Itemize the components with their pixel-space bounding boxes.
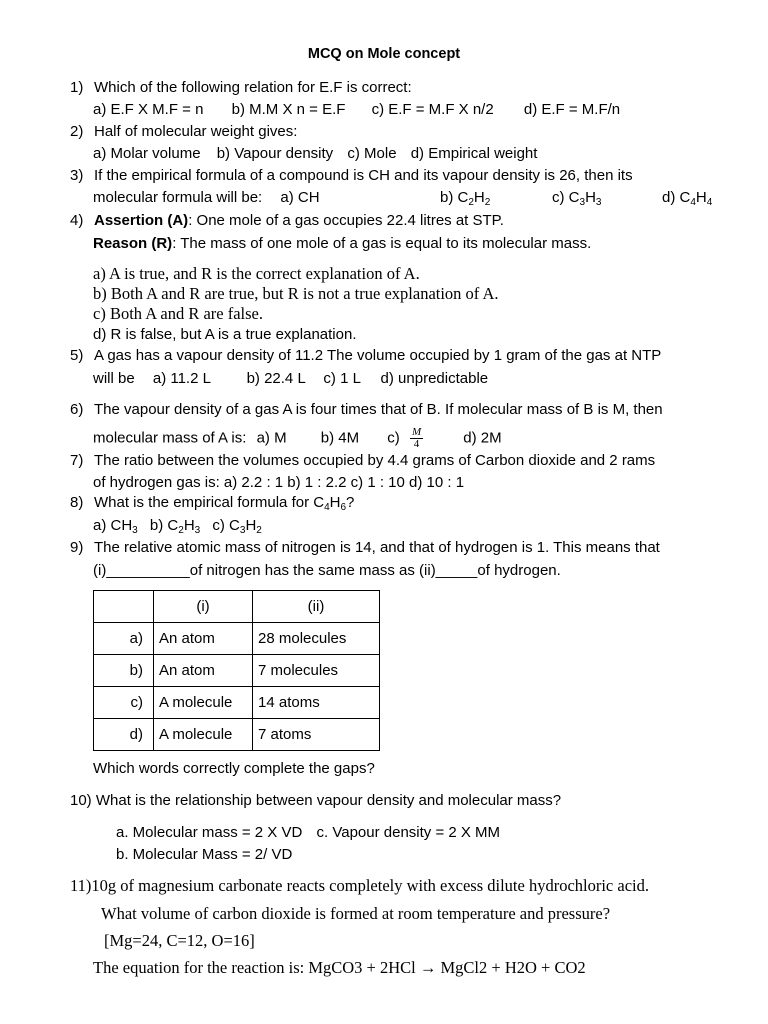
question-2 bbox=[70, 123, 297, 141]
question-2-options bbox=[93, 145, 537, 163]
question-text: The ratio between the volumes occupied by 4.4 grams of Carbon dioxide and 2 rams bbox=[94, 452, 656, 469]
question-1 bbox=[70, 79, 412, 97]
table-header-cell: (i) bbox=[154, 591, 253, 623]
option-b: b) Both A and R are true, but R is not a true explanation of A. bbox=[93, 284, 499, 303]
option-b: b) $C_2H_2$ bbox=[440, 189, 491, 208]
option-d: d) unpredictable bbox=[380, 370, 489, 387]
table-cell: c) bbox=[94, 687, 154, 719]
question-number: 9) bbox=[70, 539, 84, 556]
table-cell: An atom bbox=[154, 655, 253, 687]
question-text: A gas has a vapour density of 11.2 The volume occupied by 1 gram of the gas at NTP bbox=[94, 347, 662, 364]
question-8: 8) What is the empirical formula for $C_4H_6$? bbox=[70, 494, 355, 513]
table-cell: a) bbox=[94, 623, 154, 655]
question-number: 1) bbox=[70, 79, 84, 96]
question-7 bbox=[70, 452, 655, 470]
option-b: b) Vapour density bbox=[216, 145, 334, 162]
option-a: a) M bbox=[256, 429, 287, 447]
question-5-options bbox=[93, 370, 488, 388]
option-a: a) 11.2 L bbox=[152, 370, 211, 387]
question-number: 7) bbox=[70, 452, 84, 469]
question-number: 6) bbox=[70, 401, 84, 418]
question-text: Which of the following relation for E.F is correct: bbox=[94, 79, 412, 96]
question-number: 3) bbox=[70, 167, 84, 184]
option-d: d) R is false, but A is a true explanation. bbox=[93, 326, 357, 343]
option-d: d) $C_4H_4$ bbox=[662, 189, 713, 208]
option-d: d) 2M bbox=[463, 429, 502, 447]
question-number: 8) bbox=[70, 494, 84, 511]
option-c: c. Vapour density = 2 X MM bbox=[316, 824, 501, 841]
answer-table bbox=[93, 590, 380, 751]
table-row bbox=[94, 719, 380, 751]
table-cell: A molecule bbox=[154, 687, 253, 719]
table-cell: 28 molecules bbox=[253, 623, 380, 655]
reason-text: : The mass of one mole of a gas is equal to its molecular mass. bbox=[172, 235, 592, 252]
table-header-row bbox=[94, 591, 380, 623]
assertion-label: Assertion (A) bbox=[94, 212, 189, 229]
table-header-cell: (ii) bbox=[253, 591, 380, 623]
question-number: 2) bbox=[70, 123, 84, 140]
option-a: a) A is true, and R is the correct explanation of A. bbox=[93, 264, 420, 283]
option-d: d) Empirical weight bbox=[410, 145, 538, 162]
assertion-text: : One mole of a gas occupies 22.4 litres at STP. bbox=[188, 212, 504, 229]
question-3 bbox=[70, 167, 633, 185]
option-c: c) $C_3H_3$ bbox=[552, 189, 602, 208]
option-b: b) 4M bbox=[320, 429, 360, 447]
table-cell: b) bbox=[94, 655, 154, 687]
question-text: molecular formula will be: bbox=[93, 189, 263, 206]
question-7-options: of hydrogen gas is: a) 2.2 : 1 b) 1 : 2.2 c) 1 : 10 d) 10 : 1 bbox=[93, 474, 465, 491]
option-a: a) Molar volume bbox=[93, 145, 201, 162]
option-c: c) E.F = M.F X n/2 bbox=[371, 101, 494, 118]
question-3-line-2 bbox=[93, 189, 320, 207]
reason-label: Reason (R) bbox=[93, 235, 173, 252]
atomic-masses: [Mg=24, C=12, O=16] bbox=[104, 931, 255, 950]
table-row bbox=[94, 623, 380, 655]
question-9-prompt: Which words correctly complete the gaps? bbox=[93, 760, 375, 777]
question-number: 5) bbox=[70, 347, 84, 364]
question-6-options bbox=[93, 427, 502, 450]
option-c: c) Both A and R are false. bbox=[93, 304, 263, 323]
question-text: If the empirical formula of a compound is CH and its vapour density is 26, then its bbox=[94, 167, 633, 184]
question-9 bbox=[70, 539, 660, 557]
option-b: b. Molecular Mass = 2/ VD bbox=[116, 846, 293, 863]
question-text: Half of molecular weight gives: bbox=[94, 123, 298, 140]
question-11: 11)10g of magnesium carbonate reacts completely with excess dilute hydrochloric acid. bbox=[70, 876, 649, 895]
table-cell: A molecule bbox=[154, 719, 253, 751]
question-1-options bbox=[93, 101, 620, 119]
option-a: a. Molecular mass = 2 X VD bbox=[116, 824, 303, 841]
question-11-line-2: What volume of carbon dioxide is formed at room temperature and pressure? bbox=[101, 904, 611, 923]
question-6 bbox=[70, 401, 663, 419]
table-cell: 14 atoms bbox=[253, 687, 380, 719]
table-row bbox=[94, 655, 380, 687]
question-9-line-2: (i)__________of nitrogen has the same mass as (ii)_____of hydrogen. bbox=[93, 562, 561, 579]
question-10-options-line-1 bbox=[116, 824, 500, 842]
table-cell: 7 atoms bbox=[253, 719, 380, 751]
table-header-cell bbox=[94, 591, 154, 623]
page-title: MCQ on Mole concept bbox=[307, 46, 461, 62]
option-a: a) E.F X M.F = n bbox=[93, 101, 204, 118]
question-8-options bbox=[93, 517, 262, 535]
option-b: b) M.M X n = E.F bbox=[231, 101, 346, 118]
option-a: a) $CH_3$ bbox=[93, 517, 138, 536]
question-text: What is the empirical formula for C bbox=[94, 494, 325, 511]
option-c: c) $C_3H_2$ bbox=[212, 517, 262, 536]
question-text: will be bbox=[93, 370, 135, 387]
reaction-equation: The equation for the reaction is: MgCO3 + 2HCl → MgCl2 + H2O + CO2 bbox=[93, 958, 586, 977]
table-cell: An atom bbox=[154, 623, 253, 655]
option-b: b) $C_2H_3$ bbox=[149, 517, 201, 536]
question-text: The vapour density of a gas A is four times that of B. If molecular mass of B is M, then bbox=[94, 401, 663, 418]
table-cell: 7 molecules bbox=[253, 655, 380, 687]
question-text: molecular mass of A is: bbox=[93, 429, 247, 447]
option-c: c) Mole bbox=[347, 145, 397, 162]
fraction-m-over-4: $\frac{M}{4}$ bbox=[411, 426, 422, 450]
question-10: 10) What is the relationship between vapour density and molecular mass? bbox=[70, 792, 562, 809]
option-c: c) 1 L bbox=[323, 370, 361, 387]
table-cell: d) bbox=[94, 719, 154, 751]
option-d: d) E.F = M.F/n bbox=[523, 101, 621, 118]
question-text: The relative atomic mass of nitrogen is 14, and that of hydrogen is 1. This means that bbox=[94, 539, 660, 556]
option-c: c) bbox=[387, 429, 400, 447]
table-row bbox=[94, 687, 380, 719]
question-5 bbox=[70, 347, 661, 365]
question-4 bbox=[70, 212, 504, 230]
option-a: a) CH bbox=[280, 189, 320, 206]
question-number: 4) bbox=[70, 212, 84, 229]
arrow-icon: → bbox=[419, 958, 437, 977]
option-b: b) 22.4 L bbox=[246, 370, 306, 387]
question-4-reason bbox=[93, 235, 591, 253]
